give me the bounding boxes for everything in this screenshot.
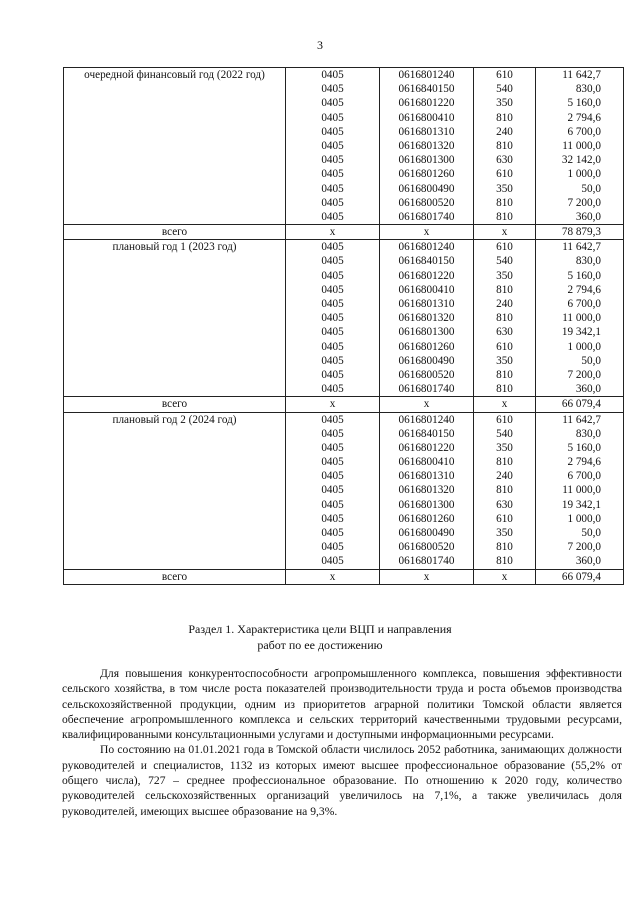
cell-rz: 0405	[321, 555, 344, 568]
cell-rz: 0405	[321, 413, 344, 426]
cell-rz: 0405	[321, 340, 344, 353]
cell-rz: 0405	[321, 354, 344, 367]
cell-rz: 0405	[321, 69, 344, 81]
cell-csr: 0616800410	[398, 283, 455, 296]
cell-sum: 2 794,6	[567, 456, 601, 469]
cell-rz: 0405	[321, 269, 344, 282]
total-sum: 66 079,4	[536, 397, 624, 412]
cell-csr: 0616801240	[398, 69, 455, 81]
cell-csr: 0616800410	[398, 456, 455, 469]
cell-sum: 11 642,7	[562, 241, 601, 254]
cell-rz: 0405	[321, 125, 344, 138]
column-vr	[474, 68, 536, 225]
cell-rz: 0405	[321, 111, 344, 124]
cell-rz: 0405	[321, 470, 344, 483]
column-rz	[286, 68, 380, 225]
cell-vr: 610	[496, 413, 513, 426]
cell-csr: 0616801740	[398, 555, 455, 568]
cell-sum: 50,0	[581, 182, 601, 195]
cell-csr: 0616800520	[398, 541, 455, 554]
cell-sum: 11 000,0	[562, 484, 601, 497]
cell-sum: 830,0	[575, 83, 601, 96]
cell-rz: 0405	[321, 196, 344, 209]
cell-csr: 0616801310	[398, 470, 455, 483]
cell-vr: 630	[496, 326, 513, 339]
cell-rz: 0405	[321, 154, 344, 167]
cell-sum: 2 794,6	[567, 283, 601, 296]
total-vr: х	[474, 397, 536, 412]
cell-vr: 810	[496, 484, 513, 497]
cell-sum: 2 794,6	[567, 111, 601, 124]
cell-csr: 0616801310	[398, 125, 455, 138]
cell-vr: 350	[496, 182, 513, 195]
cell-vr: 810	[496, 283, 513, 296]
column-vr	[474, 412, 536, 569]
cell-csr: 0616801740	[398, 383, 455, 396]
column-vr	[474, 240, 536, 397]
cell-rz: 0405	[321, 255, 344, 268]
cell-rz: 0405	[321, 298, 344, 311]
cell-csr: 0616800490	[398, 527, 455, 540]
cell-vr: 540	[496, 427, 513, 440]
cell-csr: 0616800410	[398, 111, 455, 124]
cell-rz: 0405	[321, 168, 344, 181]
total-vr: х	[474, 225, 536, 240]
cell-csr: 0616801320	[398, 484, 455, 497]
cell-csr: 0616840150	[398, 83, 455, 96]
column-rz	[286, 240, 380, 397]
cell-csr: 0616800520	[398, 368, 455, 381]
cell-csr: 0616801320	[398, 139, 455, 152]
cell-rz: 0405	[321, 383, 344, 396]
cell-csr: 0616801300	[398, 154, 455, 167]
cell-sum: 1 000,0	[567, 168, 601, 181]
cell-vr: 350	[496, 354, 513, 367]
cell-vr: 810	[496, 368, 513, 381]
column-sum	[536, 240, 624, 397]
cell-vr: 350	[496, 269, 513, 282]
cell-sum: 830,0	[575, 255, 601, 268]
cell-vr: 350	[496, 97, 513, 110]
cell-csr: 0616800490	[398, 354, 455, 367]
cell-csr: 0616801320	[398, 312, 455, 325]
total-row	[64, 569, 624, 584]
section-title-line1: Раздел 1. Характеристика цели ВЦП и направления	[188, 622, 452, 636]
cell-csr: 0616840150	[398, 427, 455, 440]
cell-vr: 810	[496, 196, 513, 209]
cell-sum: 50,0	[581, 354, 601, 367]
cell-sum: 11 642,7	[562, 69, 601, 81]
cell-rz: 0405	[321, 241, 344, 254]
cell-sum: 830,0	[575, 427, 601, 440]
total-label: всего	[64, 225, 286, 240]
cell-vr: 240	[496, 125, 513, 138]
table-group-rows	[64, 240, 624, 397]
total-rz: х	[286, 569, 380, 584]
total-row	[64, 397, 624, 412]
page-number: 3	[317, 38, 323, 52]
cell-rz: 0405	[321, 541, 344, 554]
cell-sum: 1 000,0	[567, 340, 601, 353]
table-group-rows	[64, 412, 624, 569]
cell-rz: 0405	[321, 456, 344, 469]
cell-vr: 810	[496, 111, 513, 124]
cell-vr: 610	[496, 512, 513, 525]
cell-sum: 5 160,0	[567, 441, 601, 454]
cell-csr: 0616801300	[398, 326, 455, 339]
cell-vr: 810	[496, 210, 513, 223]
cell-vr: 810	[496, 541, 513, 554]
total-rz: х	[286, 397, 380, 412]
cell-csr: 0616801740	[398, 210, 455, 223]
total-label: всего	[64, 569, 286, 584]
column-csr	[380, 240, 474, 397]
cell-csr: 0616801310	[398, 298, 455, 311]
cell-sum: 7 200,0	[567, 196, 601, 209]
total-csr: х	[380, 225, 474, 240]
cell-sum: 11 000,0	[562, 312, 601, 325]
cell-rz: 0405	[321, 498, 344, 511]
cell-sum: 6 700,0	[567, 298, 601, 311]
cell-sum: 32 142,0	[561, 154, 601, 167]
group-label: очередной финансовый год (2022 год)	[64, 68, 286, 225]
budget-table	[63, 67, 624, 585]
column-csr	[380, 68, 474, 225]
section-title	[0, 621, 640, 653]
cell-rz: 0405	[321, 139, 344, 152]
cell-rz: 0405	[321, 368, 344, 381]
cell-rz: 0405	[321, 83, 344, 96]
cell-sum: 11 642,7	[562, 413, 601, 426]
total-row	[64, 225, 624, 240]
cell-csr: 0616800490	[398, 182, 455, 195]
total-sum: 78 879,3	[536, 225, 624, 240]
column-sum	[536, 68, 624, 225]
section-title-line2: работ по ее достижению	[257, 638, 383, 652]
cell-sum: 19 342,1	[561, 326, 601, 339]
paragraph-2: По состоянию на 01.01.2021 года в Томской области числилось 2052 работника, занимающих должности руководителей и специалистов, 1132 из которых имеют высшее профессиональное образование (55,2% от общего числа), 727 – среднее профессиональное образование. По отношению к 2020 году, количество руководителей сельскохозяйственных организаций увеличилось на 7,1%, а также увеличилась доля руководителей, имеющих высшее образование на 9,3%.	[62, 743, 622, 818]
cell-csr: 0616801220	[398, 269, 455, 282]
cell-csr: 0616840150	[398, 255, 455, 268]
cell-rz: 0405	[321, 484, 344, 497]
total-csr: х	[380, 569, 474, 584]
cell-csr: 0616801260	[398, 340, 455, 353]
cell-sum: 360,0	[575, 210, 601, 223]
cell-vr: 610	[496, 340, 513, 353]
cell-rz: 0405	[321, 182, 344, 195]
cell-csr: 0616801300	[398, 498, 455, 511]
paragraph-1: Для повышения конкурентоспособности агропромышленного комплекса, повышения эффективности сельского хозяйства, в том числе роста показателей производительности труда и роста объемов производства сельскохозяйственной продукции, одним из приоритетов аграрной политики Томской области является обеспечение агропромышленного комплекса и сельских территорий качественными трудовыми ресурсами, квалифицированными консультационными услугами и доступными информационными ресурсами.	[62, 667, 622, 742]
cell-vr: 350	[496, 441, 513, 454]
group-label: плановый год 2 (2024 год)	[64, 412, 286, 569]
cell-rz: 0405	[321, 427, 344, 440]
cell-sum: 1 000,0	[567, 512, 601, 525]
cell-sum: 6 700,0	[567, 125, 601, 138]
column-rz	[286, 412, 380, 569]
cell-sum: 50,0	[581, 527, 601, 540]
cell-sum: 6 700,0	[567, 470, 601, 483]
cell-vr: 810	[496, 555, 513, 568]
cell-vr: 610	[496, 69, 513, 81]
cell-sum: 7 200,0	[567, 541, 601, 554]
cell-vr: 240	[496, 298, 513, 311]
cell-vr: 810	[496, 312, 513, 325]
cell-vr: 350	[496, 527, 513, 540]
cell-csr: 0616800520	[398, 196, 455, 209]
column-csr	[380, 412, 474, 569]
cell-sum: 5 160,0	[567, 97, 601, 110]
group-label: плановый год 1 (2023 год)	[64, 240, 286, 397]
cell-rz: 0405	[321, 312, 344, 325]
cell-csr: 0616801260	[398, 168, 455, 181]
body-text	[62, 666, 622, 819]
cell-vr: 630	[496, 154, 513, 167]
total-rz: х	[286, 225, 380, 240]
cell-csr: 0616801260	[398, 512, 455, 525]
cell-rz: 0405	[321, 441, 344, 454]
total-csr: х	[380, 397, 474, 412]
cell-sum: 7 200,0	[567, 368, 601, 381]
cell-vr: 540	[496, 83, 513, 96]
cell-rz: 0405	[321, 527, 344, 540]
cell-sum: 5 160,0	[567, 269, 601, 282]
cell-rz: 0405	[321, 283, 344, 296]
cell-rz: 0405	[321, 326, 344, 339]
total-vr: х	[474, 569, 536, 584]
cell-rz: 0405	[321, 512, 344, 525]
table-group-rows	[64, 68, 624, 225]
cell-vr: 810	[496, 456, 513, 469]
cell-vr: 540	[496, 255, 513, 268]
cell-vr: 810	[496, 139, 513, 152]
total-sum: 66 079,4	[536, 569, 624, 584]
cell-vr: 810	[496, 383, 513, 396]
cell-csr: 0616801240	[398, 413, 455, 426]
cell-vr: 240	[496, 470, 513, 483]
cell-sum: 360,0	[575, 555, 601, 568]
cell-sum: 11 000,0	[562, 139, 601, 152]
cell-csr: 0616801240	[398, 241, 455, 254]
cell-vr: 610	[496, 241, 513, 254]
cell-rz: 0405	[321, 210, 344, 223]
cell-vr: 610	[496, 168, 513, 181]
cell-vr: 630	[496, 498, 513, 511]
cell-sum: 19 342,1	[561, 498, 601, 511]
total-label: всего	[64, 397, 286, 412]
column-sum	[536, 412, 624, 569]
cell-sum: 360,0	[575, 383, 601, 396]
cell-csr: 0616801220	[398, 97, 455, 110]
cell-rz: 0405	[321, 97, 344, 110]
cell-csr: 0616801220	[398, 441, 455, 454]
